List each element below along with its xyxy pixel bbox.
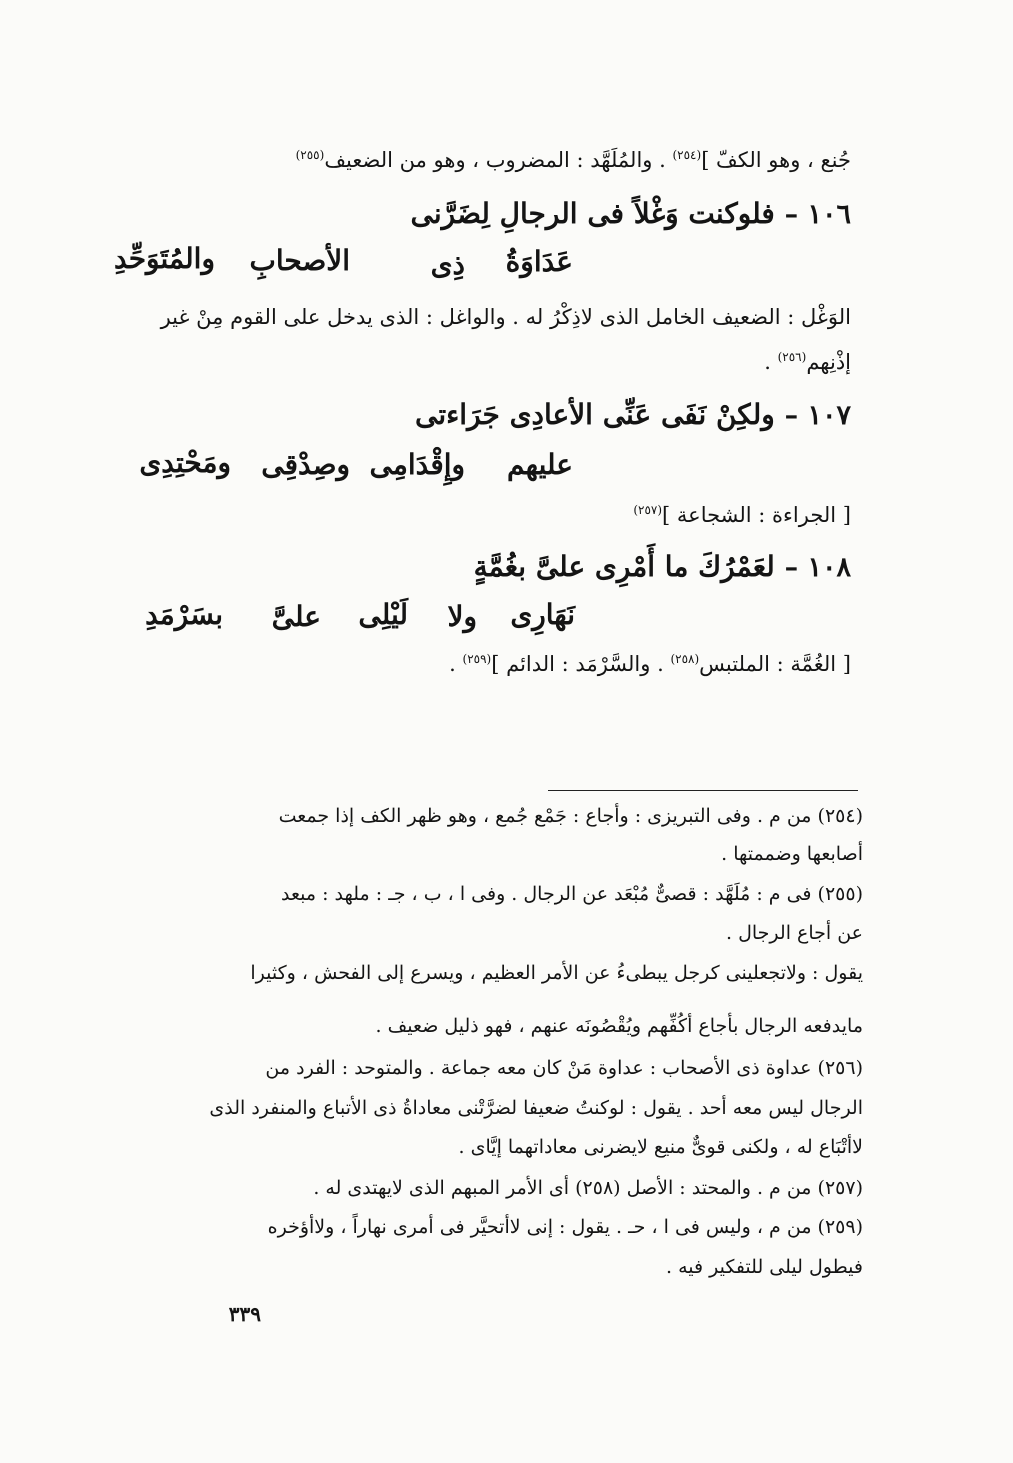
text: إذْنِهم: [806, 350, 851, 374]
text: [ الجراءة : الشجاعة ]: [662, 503, 851, 527]
word: نَهَارِى: [510, 598, 575, 631]
footnote-ref: (٢٥٩): [462, 652, 492, 666]
footnote-line: (٢٥٩) من م ، وليس فى ا ، حـ . يقول : إنى لاأتحيَّر فى أمرى نهاراً ، ولاأؤخره: [267, 1216, 863, 1238]
word: وإِقْدَامِى: [369, 448, 465, 481]
word: ومَحْتِدِى: [139, 446, 231, 479]
footnote-line: فيطول ليلى للتفكير فيه .: [665, 1256, 863, 1278]
word: علىَّ: [271, 600, 321, 633]
footnote-line: يقول : ولاتجعلينى كرجل يبطىءُ عن الأمر العظيم ، ويسرع إلى الفحش ، وكثيرا: [250, 962, 863, 984]
footnote-line: لاأتْبَاع له ، ولكنى قوىٌّ منيع لايضرنى معاداتهما إيَّاى .: [458, 1136, 863, 1158]
footnote-ref: (٢٥٤): [672, 148, 702, 162]
footnote-line: (٢٥٤) من م . وفى التبريزى : وأجاع : جَمْع جُمع ، وهو ظهر الكف إذا جمعت: [278, 805, 863, 827]
word: لَيْلِى: [358, 598, 408, 631]
footnote-ref: (٢٥٦): [777, 350, 807, 364]
verse-number: ١٠٧ –: [784, 400, 851, 431]
footnote-line: (٢٥٥) فى م : مُلَهَّد : قصىٌّ مُبْعَد عن الرجال . وفى ا ، ب ، جـ : ملهد : مبعد: [281, 883, 863, 905]
verse-number: ١٠٦ –: [784, 199, 851, 230]
gloss-107: [633, 503, 851, 527]
word: عَدَاوَةُ: [505, 245, 573, 278]
page-number: ٣٣٩: [228, 1302, 261, 1326]
word: ولا: [447, 600, 477, 633]
word: بسَرْمَدِ: [145, 598, 223, 631]
footnote-line: (٢٥٦) عداوة ذى الأصحاب : عداوة مَنْ كان معه جماعة . والمتوحد : الفرد من: [265, 1057, 863, 1079]
footnote-line: عن أجاع الرجال .: [726, 922, 863, 944]
footnote-ref: (٢٥٥): [295, 148, 325, 162]
gloss-108: [ الغُمَّة : الملتبس$^{(٢٥٨)}$ . والسَّرْمَد : الدائم ]$^{(٢٥٩)}$ .: [449, 652, 851, 676]
intro-line: [296, 148, 851, 172]
text: . والسَّرْمَد : الدائم ]: [491, 652, 664, 676]
footnote-ref: (٢٥٨): [670, 652, 700, 666]
word: وصِدْقِى: [261, 448, 350, 481]
hemistich-text: لعَمْرُكَ ما أَمْرِى علىَّ بغُمَّةٍ: [473, 550, 775, 583]
hemistich-text: فلوكنت وَغْلاً فى الرجالِ لِضَرَّنى: [410, 197, 775, 230]
gloss-106-line-2: إذْنِهم$^{(٢٥٦)}$ .: [764, 350, 851, 374]
footnote-line: الرجال ليس معه أحد . يقول : لوكنتُ ضعيفا لضرَّتْنى معاداةُ ذى الأتباع والمنفرد الذى: [209, 1097, 863, 1119]
word: ذِى: [430, 248, 465, 281]
verse-106-first-hemistich: [411, 197, 852, 230]
verse-108-first-hemistich: [474, 550, 851, 583]
word: الأصحابِ: [249, 244, 350, 277]
gloss-106-line-1: الوَغْل : الضعيف الخامل الذى لاذِكْرُ له . والواغل : الذى يدخل على القوم مِنْ غير: [160, 305, 851, 329]
footnote-separator: [548, 790, 858, 791]
footnote-ref: (٢٥٧): [633, 503, 663, 517]
hemistich-text: ولكِنْ نَفَى عَنِّى الأعادِى جَرَاءتى: [415, 398, 775, 431]
verse-number: ١٠٨ –: [784, 552, 851, 583]
footnote-line: مايدفعه الرجال بأجاع أكُفِّهم ويُقْصُونَه عنهم ، فهو ذليل ضعيف .: [375, 1015, 863, 1037]
word: والمُتَوَحِّدِ: [114, 242, 215, 275]
text: . والمُلَهَّد : المضروب ، وهو من الضعيف: [324, 148, 666, 172]
verse-107-first-hemistich: [415, 398, 851, 431]
text: جُنع ، وهو الكفّ ]: [701, 148, 851, 172]
text: [ الغُمَّة : الملتبس: [699, 652, 851, 676]
footnote-line: (٢٥٧) من م . والمحتد : الأصل (٢٥٨) أى الأمر المبهم الذى لايهتدى له .: [313, 1177, 863, 1199]
word: عليهم: [507, 448, 573, 481]
footnote-line: أصابعها وضممتها .: [721, 843, 863, 865]
